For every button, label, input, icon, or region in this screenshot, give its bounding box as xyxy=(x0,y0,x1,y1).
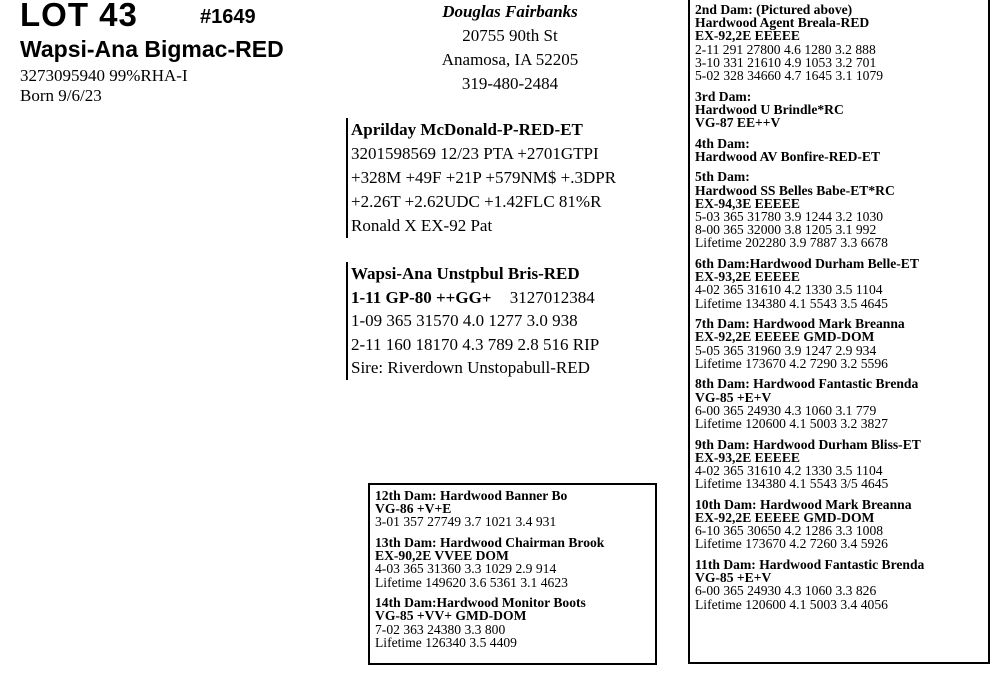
dam-detail: VG-85 +VV+ GMD-DOM xyxy=(375,608,527,624)
pedigree-entry xyxy=(375,489,655,529)
production-record: Lifetime 202280 3.9 7887 3.3 6678 xyxy=(695,235,888,251)
lot-title: LOT 43 xyxy=(20,0,138,33)
sire-line: 3201598569 12/23 PTA +2701GTPI xyxy=(351,144,599,163)
dam-detail: EX-92,2E EEEEE GMD-DOM xyxy=(695,510,875,526)
dam-detail: EX-92,2E EEEEE xyxy=(695,28,800,44)
dam-line: Sire: Riverdown Unstopabull-RED xyxy=(351,358,590,377)
sire-line: Ronald X EX-92 Pat xyxy=(351,216,493,235)
pedigree-entry xyxy=(695,90,988,130)
dam-title: 12th Dam: Hardwood Banner Bo xyxy=(375,488,568,503)
production-record: 5-03 365 31780 3.9 1244 3.2 1030 xyxy=(695,209,884,225)
seller-name: Douglas Fairbanks xyxy=(442,2,578,21)
dam-title: 8th Dam: Hardwood Fantastic Brenda xyxy=(695,376,919,392)
dam-section xyxy=(346,262,681,380)
animal-name: Wapsi-Ana Bigmac-RED xyxy=(20,36,284,62)
pedigree-entry xyxy=(695,3,988,82)
dam-detail: EX-93,2E EEEEE xyxy=(695,449,800,465)
dam-detail: VG-86 +V+E xyxy=(375,501,452,517)
dam-detail: EX-92,2E EEEEE GMD-DOM xyxy=(695,329,875,345)
seller-phone: 319-480-2484 xyxy=(461,74,559,93)
dam-title: 9th Dam: Hardwood Durham Bliss-ET xyxy=(695,436,921,452)
seller-city: Anamosa, IA 52205 xyxy=(441,50,579,69)
production-record: Lifetime 134380 4.1 5543 3/5 4645 xyxy=(695,476,889,492)
dam-title: 4th Dam: xyxy=(695,135,750,151)
production-record: Lifetime 120600 4.1 5003 3.4 4056 xyxy=(695,596,888,612)
dam-line: 1-09 365 31570 4.0 1277 3.0 938 xyxy=(351,311,578,330)
production-record: 7-02 363 24380 3.3 800 xyxy=(375,621,506,637)
dam-detail: EX-94,3E EEEEE xyxy=(695,195,800,211)
sire-line: +2.26T +2.62UDC +1.42FLC 81%R xyxy=(351,192,602,211)
lot-number: #1649 xyxy=(200,6,256,28)
production-record: Lifetime 126340 3.5 4409 xyxy=(375,634,517,650)
dam-detail: Hardwood U Brindle*RC xyxy=(695,101,844,117)
dam-detail: Hardwood SS Belles Babe-ET*RC xyxy=(695,182,895,198)
dam-title: 7th Dam: Hardwood Mark Breanna xyxy=(695,316,905,332)
dam-detail: EX-93,2E EEEEE xyxy=(695,269,800,285)
pedigree-box-right xyxy=(688,0,990,664)
pedigree-box-bottom xyxy=(368,483,657,665)
dam-title: 14th Dam:Hardwood Monitor Boots xyxy=(375,595,586,611)
dam-title: 6th Dam:Hardwood Durham Belle-ET xyxy=(695,256,919,272)
dam-detail: VG-87 EE++V xyxy=(695,115,781,131)
pedigree-entry xyxy=(695,170,988,249)
seller-street: 20755 90th St xyxy=(462,26,558,45)
dam-title: 10th Dam: Hardwood Mark Breanna xyxy=(695,496,912,512)
dam-classification: 1-11 GP-80 ++GG+ xyxy=(351,287,492,307)
pedigree-entry xyxy=(695,438,988,491)
sire-section xyxy=(346,118,681,238)
dam-detail: Hardwood AV Bonfire-RED-ET xyxy=(695,148,881,164)
dam-title: 5th Dam: xyxy=(695,169,750,185)
pedigree-entry xyxy=(375,536,655,589)
sire-line: +328M +49F +21P +579NM$ +.3DPR xyxy=(351,168,617,187)
pedigree-entry xyxy=(695,317,988,370)
production-record: Lifetime 120600 4.1 5003 3.2 3827 xyxy=(695,416,888,432)
production-record: 6-00 365 24930 4.3 1060 3.3 826 xyxy=(695,583,877,599)
dam-detail: VG-85 +E+V xyxy=(695,570,772,586)
production-record: Lifetime 134380 4.1 5543 3.5 4645 xyxy=(695,295,888,311)
dam-detail: EX-90,2E VVEE DOM xyxy=(375,548,509,564)
dam-reg: 3127012384 xyxy=(509,287,595,307)
pedigree-entry xyxy=(695,377,988,430)
dam-title: 11th Dam: Hardwood Fantastic Brenda xyxy=(695,557,925,573)
production-record: 6-10 365 30650 4.2 1286 3.3 1008 xyxy=(695,523,884,539)
production-record: 4-02 365 31610 4.2 1330 3.5 1104 xyxy=(695,282,883,298)
production-record: 4-03 365 31360 3.3 1029 2.9 914 xyxy=(375,561,557,577)
dam-name: Wapsi-Ana Unstpbul Bris-RED xyxy=(351,264,580,283)
dam-detail: Hardwood Agent Breala-RED xyxy=(695,15,870,31)
pedigree-entry xyxy=(695,137,988,163)
production-record: 3-10 331 21610 4.9 1053 3.2 701 xyxy=(695,54,877,70)
sire-name: Aprilday McDonald-P-RED-ET xyxy=(351,120,583,139)
dam-detail: VG-85 +E+V xyxy=(695,389,772,405)
dam-title: 2nd Dam: (Pictured above) xyxy=(695,2,853,17)
production-record: Lifetime 149620 3.6 5361 3.1 4623 xyxy=(375,574,568,590)
dam-title: 13th Dam: Hardwood Chairman Brook xyxy=(375,535,605,550)
production-record: Lifetime 173670 4.2 7290 3.2 5596 xyxy=(695,355,888,371)
registration-number: 3273095940 99%RHA-I xyxy=(20,66,188,85)
production-record: 8-00 365 32000 3.8 1205 3.1 992 xyxy=(695,222,877,238)
production-record: 2-11 291 27800 4.6 1280 3.2 888 xyxy=(695,41,876,57)
dam-title: 3rd Dam: xyxy=(695,88,752,104)
seller-info xyxy=(420,0,600,96)
production-record: 3-01 357 27749 3.7 1021 3.4 931 xyxy=(375,514,557,530)
animal-info xyxy=(20,66,188,106)
pedigree-entry xyxy=(375,596,655,649)
birth-date: Born 9/6/23 xyxy=(20,86,102,105)
dam-line: 2-11 160 18170 4.3 789 2.8 516 RIP xyxy=(351,334,600,354)
pedigree-entry xyxy=(695,498,988,551)
production-record: 4-02 365 31610 4.2 1330 3.5 1104 xyxy=(695,463,883,479)
pedigree-entry xyxy=(695,257,988,310)
dam-classification-line xyxy=(351,286,681,310)
production-record: 5-05 365 31960 3.9 1247 2.9 934 xyxy=(695,342,877,358)
production-record: 6-00 365 24930 4.3 1060 3.1 779 xyxy=(695,402,877,418)
pedigree-entry xyxy=(695,558,988,611)
production-record: 5-02 328 34660 4.7 1645 3.1 1079 xyxy=(695,68,884,84)
production-record: Lifetime 173670 4.2 7260 3.4 5926 xyxy=(695,536,888,552)
